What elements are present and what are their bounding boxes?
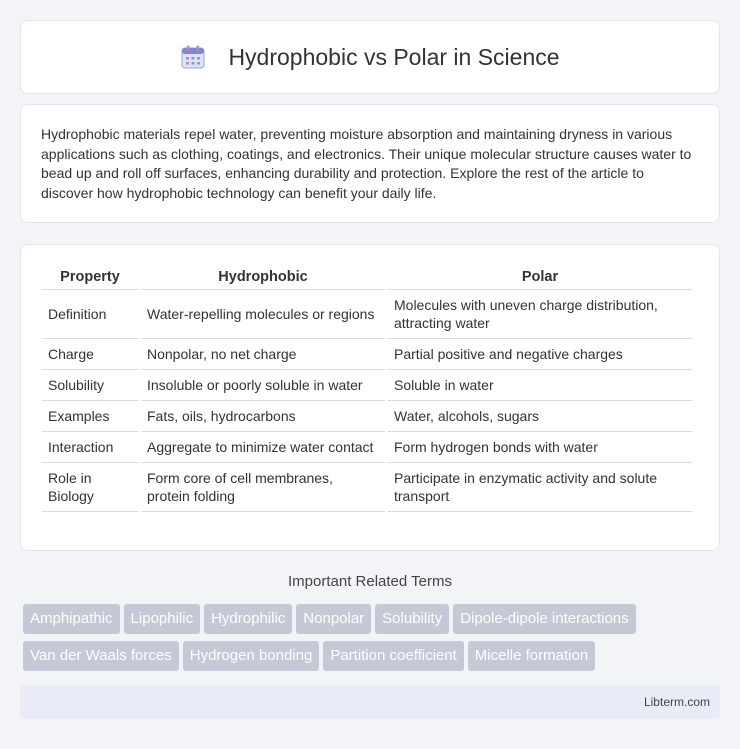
- column-header: Polar: [388, 264, 692, 290]
- table-cell: Water-repelling molecules or regions: [141, 290, 385, 339]
- related-terms-list: [23, 604, 723, 678]
- table-header-row: [42, 264, 692, 290]
- table-cell: Charge: [42, 339, 138, 370]
- table-cell: Fats, oils, hydrocarbons: [141, 401, 385, 432]
- table-cell: Definition: [42, 290, 138, 339]
- term-tag[interactable]: Partition coefficient: [323, 641, 463, 671]
- table-cell: Nonpolar, no net charge: [141, 339, 385, 370]
- table-cell: Partial positive and negative charges: [388, 339, 692, 370]
- term-tag[interactable]: Hydrophilic: [204, 604, 292, 634]
- table-row: [42, 290, 692, 339]
- calendar-icon: [180, 44, 206, 70]
- table-row: [42, 370, 692, 401]
- term-tag[interactable]: Nonpolar: [296, 604, 371, 634]
- table-cell: Interaction: [42, 432, 138, 463]
- header-card: [20, 20, 720, 94]
- intro-card: [20, 104, 720, 223]
- term-tag[interactable]: Van der Waals forces: [23, 641, 179, 671]
- table-cell: Water, alcohols, sugars: [388, 401, 692, 432]
- related-terms-title: Important Related Terms: [288, 573, 452, 590]
- table-cell: Role in Biology: [42, 463, 138, 512]
- term-tag[interactable]: Amphipathic: [23, 604, 120, 634]
- column-header: Hydrophobic: [141, 264, 385, 290]
- table-row: [42, 432, 692, 463]
- table-cell: Form core of cell membranes, protein folding: [141, 463, 385, 512]
- table-cell: Solubility: [42, 370, 138, 401]
- table-row: [42, 339, 692, 370]
- comparison-table: [39, 264, 695, 512]
- table-cell: Soluble in water: [388, 370, 692, 401]
- intro-text: Hydrophobic materials repel water, preventing moisture absorption and maintaining dryness in various applications such as clothing, coatings, and electronics. Their unique molecular structure causes water to bead up and roll off surfaces, enhancing durability and protection. Explore the rest of the article to discover how hydrophobic technology can benefit your daily life.: [41, 126, 692, 201]
- table-cell: Insoluble or poorly soluble in water: [141, 370, 385, 401]
- column-header: Property: [42, 264, 138, 290]
- comparison-table-card: [20, 244, 720, 551]
- page-title: Hydrophobic vs Polar in Science: [228, 43, 560, 70]
- table-cell: Examples: [42, 401, 138, 432]
- term-tag[interactable]: Hydrogen bonding: [183, 641, 320, 671]
- table-row: [42, 401, 692, 432]
- table-cell: Form hydrogen bonds with water: [388, 432, 692, 463]
- table-cell: Aggregate to minimize water contact: [141, 432, 385, 463]
- table-cell: Molecules with uneven charge distribution, attracting water: [388, 290, 692, 339]
- term-tag[interactable]: Micelle formation: [468, 641, 595, 671]
- footer-site-link[interactable]: Libterm.com: [643, 695, 710, 709]
- table-row: [42, 463, 692, 512]
- footer: [20, 685, 720, 719]
- term-tag[interactable]: Lipophilic: [124, 604, 201, 634]
- term-tag[interactable]: Dipole-dipole interactions: [453, 604, 635, 634]
- table-cell: Participate in enzymatic activity and solute transport: [388, 463, 692, 512]
- term-tag[interactable]: Solubility: [375, 604, 449, 634]
